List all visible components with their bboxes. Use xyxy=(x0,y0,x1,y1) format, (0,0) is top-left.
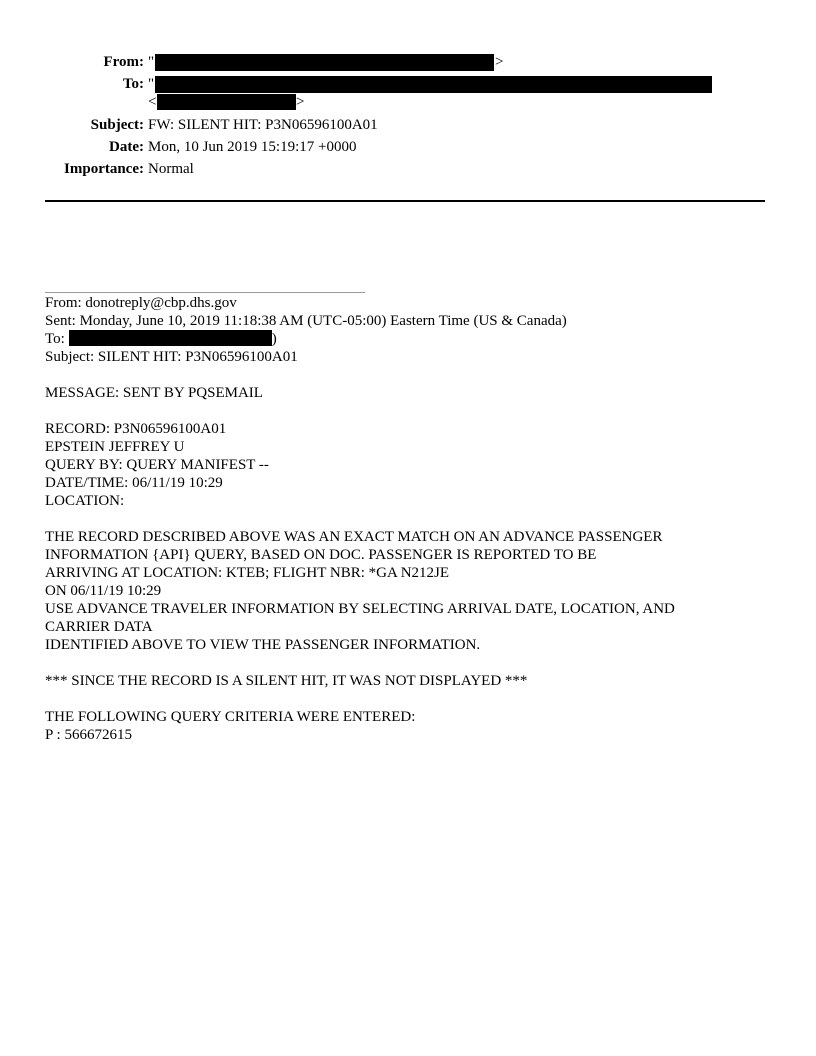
forwarded-to-close-paren: ) xyxy=(271,331,277,347)
from-close-bracket: > xyxy=(495,54,504,70)
criteria-value: P : 566672615 xyxy=(45,727,132,743)
to-label: To: xyxy=(122,76,144,92)
importance-value: Normal xyxy=(148,161,194,177)
match-text-line-3: ARRIVING AT LOCATION: KTEB; FLIGHT NBR: *GA N212JE xyxy=(45,565,450,581)
match-text-line-2: INFORMATION {API} QUERY, BASED ON DOC. PASSENGER IS REPORTED TO BE xyxy=(45,547,597,563)
match-text-line-6: CARRIER DATA xyxy=(45,619,153,635)
message-sent-by: MESSAGE: SENT BY PQSEMAIL xyxy=(45,385,263,401)
criteria-heading: THE FOLLOWING QUERY CRITERIA WERE ENTERED: xyxy=(45,709,416,725)
to-redaction-address xyxy=(157,94,296,110)
to-open-bracket: < xyxy=(148,94,157,110)
to-close-bracket: > xyxy=(296,94,305,110)
importance-label: Importance: xyxy=(64,161,144,177)
forwarded-from: From: donotreply@cbp.dhs.gov xyxy=(45,295,237,311)
record-name: EPSTEIN JEFFREY U xyxy=(45,439,185,455)
date-value: Mon, 10 Jun 2019 15:19:17 +0000 xyxy=(148,139,357,155)
forwarded-to-label: To: xyxy=(45,331,65,347)
record-id: RECORD: P3N06596100A01 xyxy=(45,421,227,437)
email-body xyxy=(45,294,785,744)
record-location: LOCATION: xyxy=(45,493,125,509)
forward-separator xyxy=(45,292,365,293)
header-divider xyxy=(45,200,765,202)
record-datetime: DATE/TIME: 06/11/19 10:29 xyxy=(45,475,223,491)
subject-value: FW: SILENT HIT: P3N06596100A01 xyxy=(148,117,378,133)
forwarded-to-redaction xyxy=(69,330,272,346)
match-text-line-1: THE RECORD DESCRIBED ABOVE WAS AN EXACT MATCH ON AN ADVANCE PASSENGER xyxy=(45,529,663,545)
silent-hit-note: *** SINCE THE RECORD IS A SILENT HIT, IT WAS NOT DISPLAYED *** xyxy=(45,673,528,689)
subject-label: Subject: xyxy=(90,117,144,133)
forwarded-sent: Sent: Monday, June 10, 2019 11:18:38 AM (UTC-05:00) Eastern Time (US & Canada) xyxy=(45,313,567,329)
from-redaction xyxy=(155,54,494,71)
to-quote: " xyxy=(148,76,155,92)
forwarded-to-line xyxy=(45,330,785,348)
query-by: QUERY BY: QUERY MANIFEST -- xyxy=(45,457,269,473)
forwarded-subject: Subject: SILENT HIT: P3N06596100A01 xyxy=(45,349,298,365)
from-quote: " xyxy=(148,54,155,70)
to-redaction-name xyxy=(155,76,712,93)
match-text-line-5: USE ADVANCE TRAVELER INFORMATION BY SELECTING ARRIVAL DATE, LOCATION, AND xyxy=(45,601,675,617)
from-label: From: xyxy=(103,54,144,70)
match-text-line-7: IDENTIFIED ABOVE TO VIEW THE PASSENGER INFORMATION. xyxy=(45,637,481,653)
date-label: Date: xyxy=(109,139,144,155)
match-text-line-4: ON 06/11/19 10:29 xyxy=(45,583,162,599)
